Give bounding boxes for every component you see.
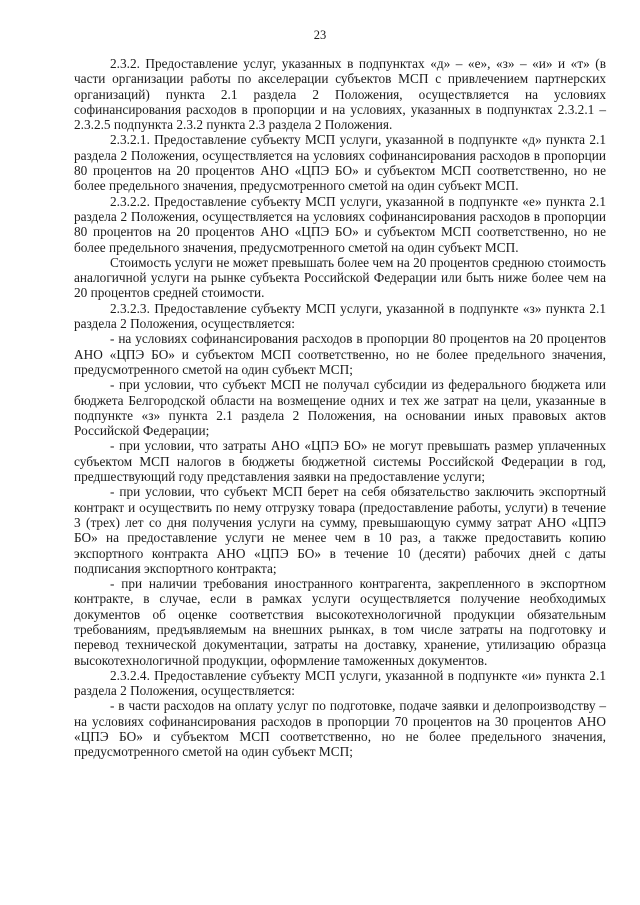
list-item-application-costs: - в части расходов на оплату услуг по подготовке, подаче заявки и делопроизводству – на условиях софинансирования расходов в пропорции 70 процентов на 30 процентов АНО «ЦПЭ БО» и субъектом МСП соответственно, но не более предельного значения, предусмотренного сметой на один субъект МСП; (74, 698, 606, 760)
list-item-subsidy-condition: - при условии, что субъект МСП не получал субсидии из федерального бюджета или бюджета Белгородской области на возмещение одних и тех же затрат на цели, указанные в подпункте «з» пункта 2.1 раздела 2 Положения, на основании иных правовых актов Российской Федерации; (74, 377, 606, 439)
paragraph-cost-limit: Стоимость услуги не может превышать более чем на 20 процентов среднюю стоимость аналогичной услуги на рынке субъекта Российской Федерации или быть ниже более чем на 20 процентов средней стоимости. (74, 254, 606, 301)
list-item-export-contract: - при условии, что субъект МСП берет на себя обязательство заключить экспортный контракт и осуществить по нему отгрузку товара (предоставление работы, услуги) в течение 3 (трех) лет со дня получения услуги на сумму, превышающую сумму затрат АНО «ЦПЭ БО» на предоставление услуги не менее чем в 10 раз, а также предоставить копию экспортного контракта АНО «ЦПЭ БО» в течение 10 (десяти) рабочих дней с даты подписания экспортного контракта; (74, 484, 606, 576)
list-item-foreign-requirement: - при наличии требования иностранного контрагента, закрепленного в экспортном контракте, в случае, если в рамках услуги осуществляется получение необходимых документов об оценке соответствия высокотехнологичной продукции обязательным требованиям, предъявляемым на внешних рынках, в том числе затраты на подготовку и перевод технической документации, затраты на доставку, хранение, утилизацию образца высокотехнологичной продукции, оформление таможенных документов. (74, 576, 606, 668)
page-number: 23 (313, 28, 327, 42)
document-body (74, 56, 606, 760)
paragraph-2-3-2: 2.3.2. Предоставление услуг, указанных в подпунктах «д» – «е», «з» – «и» и «т» (в части организации работы по акселерации субъектов МСП с привлечением партнерских организаций) пункта 2.1 раздела 2 Положения, осуществляется на условиях софинансирования расходов в пропорции и на условиях, указанных в подпунктах 2.3.2.1 – 2.3.2.5 подпункта 2.3.2 пункта 2.3 раздела 2 Положения. (74, 56, 606, 133)
paragraph-2-3-2-2: 2.3.2.2. Предоставление субъекту МСП услуги, указанной в подпункте «е» пункта 2.1 раздела 2 Положения, осуществляется на условиях софинансирования расходов в пропорции 80 процентов на 20 процентов АНО «ЦПЭ БО» и субъектом МСП соответственно, но не более предельного значения, предусмотренного сметой на один субъект МСП. (74, 193, 606, 255)
paragraph-2-3-2-1: 2.3.2.1. Предоставление субъекту МСП услуги, указанной в подпункте «д» пункта 2.1 раздела 2 Положения, осуществляется на условиях софинансирования расходов в пропорции 80 процентов на 20 процентов АНО «ЦПЭ БО» и субъектом МСП соответственно, но не более предельного значения, предусмотренного сметой на один субъект МСП. (74, 132, 606, 194)
paragraph-2-3-2-3: 2.3.2.3. Предоставление субъекту МСП услуги, указанной в подпункте «з» пункта 2.1 раздела 2 Положения, осуществляется: (74, 300, 606, 332)
paragraph-2-3-2-4: 2.3.2.4. Предоставление субъекту МСП услуги, указанной в подпункте «и» пункта 2.1 раздела 2 Положения, осуществляется: (74, 667, 606, 699)
list-item-cofinancing: - на условиях софинансирования расходов в пропорции 80 процентов на 20 процентов АНО «ЦПЭ БО» и субъектом МСП соответственно, но не более предельного значения, предусмотренного сметой на один субъект МСП; (74, 331, 606, 377)
list-item-tax-condition: - при условии, что затраты АНО «ЦПЭ БО» не могут превышать размер уплаченных субъектом МСП налогов в бюджеты бюджетной системы Российской Федерации в год, предшествующий году представления заявки на предоставление услуги; (74, 438, 606, 485)
